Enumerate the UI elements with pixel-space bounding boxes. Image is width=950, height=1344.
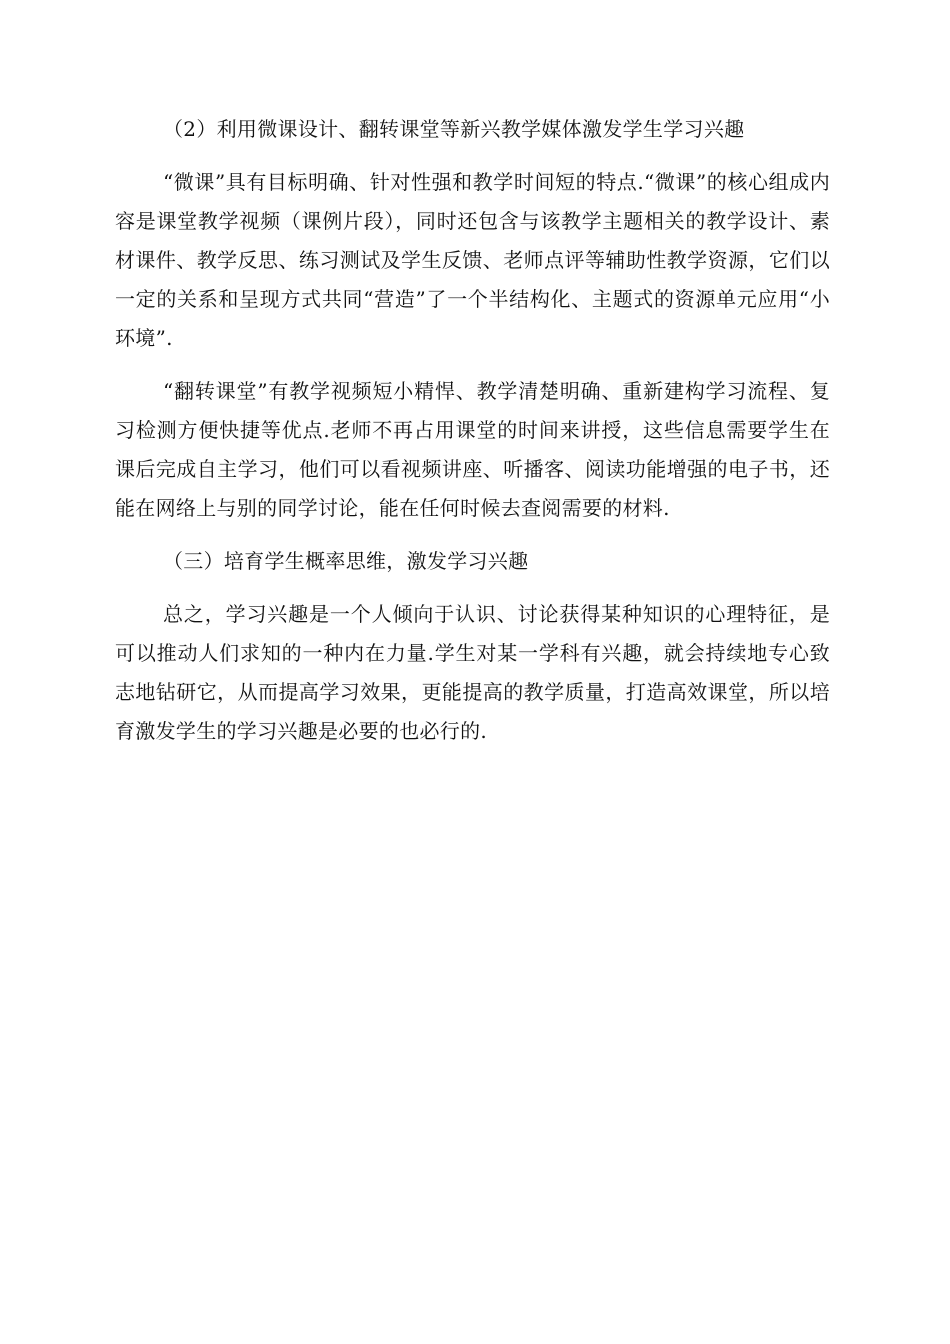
document-body bbox=[115, 110, 830, 765]
paragraph-flipped-classroom: “翻转课堂”有教学视频短小精悍、教学清楚明确、重新建构学习流程、复习检测方便快捷等优点.老师不再占用课堂的时间来讲授，这些信息需要学生在课后完成自主学习，他们可以看视频讲座、听播客、阅读功能增强的电子书，还能在网络上与别的同学讨论，能在任何时候去查阅需要的材料. bbox=[115, 379, 830, 520]
paragraph-summary: 总之，学习兴趣是一个人倾向于认识、讨论获得某种知识的心理特征，是可以推动人们求知的一种内在力量.学生对某一学科有兴趣，就会持续地专心致志地钻研它，从而提高学习效果，更能提高的教学质量，打造高效课堂，所以培育激发学生的学习兴趣是必要的也必行的. bbox=[115, 602, 830, 743]
paragraph-microlesson: “微课”具有目标明确、针对性强和教学时间短的特点.“微课”的核心组成内容是课堂教学视频（课例片段），同时还包含与该教学主题相关的教学设计、素材课件、教学反思、练习测试及学生反馈、老师点评等辅助性教学资源，它们以一定的关系和呈现方式共同“营造”了一个半结构化、主题式的资源单元应用“小环境”. bbox=[115, 170, 830, 350]
section-heading-probability-thinking: （三）培育学生概率思维，激发学习兴趣 bbox=[163, 549, 529, 573]
section-heading-microlesson-flipped: （2）利用微课设计、翻转课堂等新兴教学媒体激发学生学习兴趣 bbox=[163, 117, 745, 141]
